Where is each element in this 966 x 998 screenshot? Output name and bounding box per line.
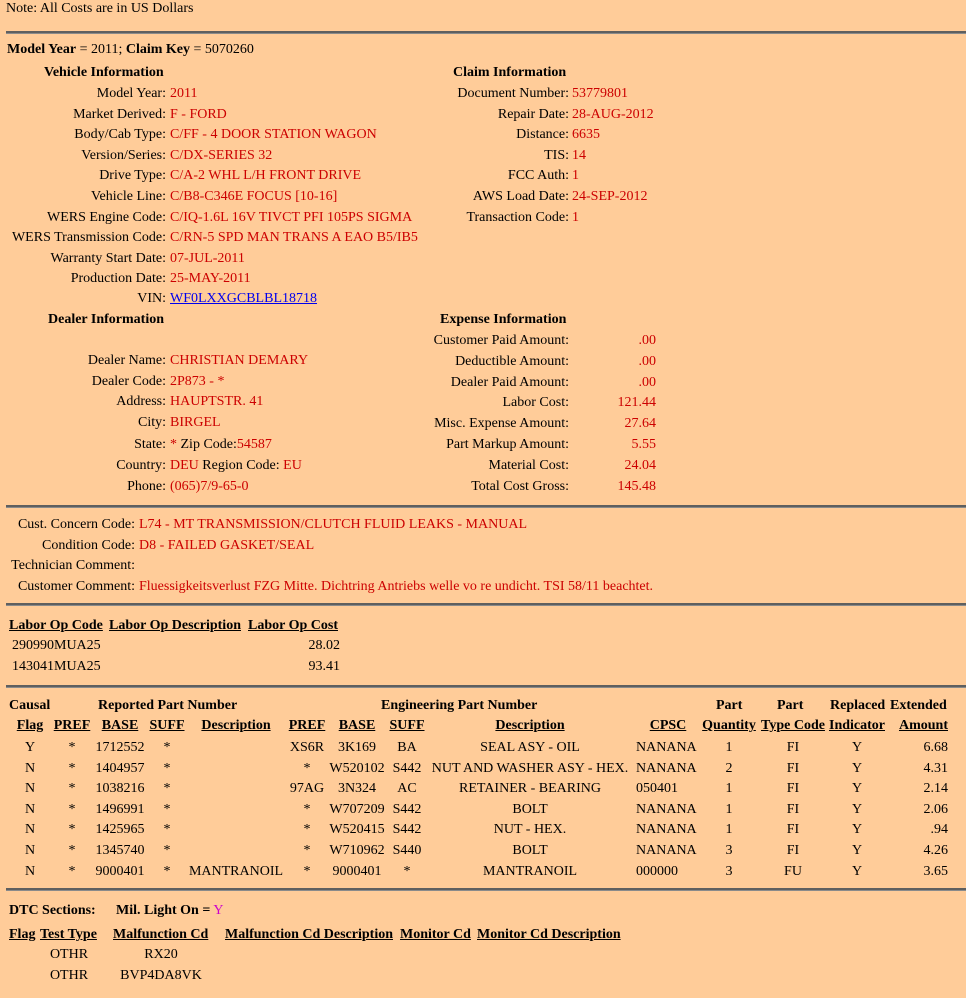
parts-header-cpsc: CPSC (649, 718, 687, 733)
vehicle-field-value: 07-JUL-2011 (170, 250, 245, 266)
parts-cell-pref: * (68, 822, 76, 838)
parts-cell-pref: * (68, 740, 76, 755)
dtc-header-flag: Flag (9, 927, 36, 942)
vehicle-field-value: C/FF - 4 DOOR STATION WAGON (170, 127, 377, 143)
parts-cell-cpsc: NANANA (636, 760, 697, 776)
divider (6, 685, 966, 688)
expense-field-value: 145.48 (617, 478, 656, 494)
parts-cell-amount: 2.06 (923, 801, 948, 817)
vehicle-field-value: C/B8-C346E FOCUS [10-16] (170, 189, 338, 204)
vehicle-field-label: Drive Type: (99, 168, 166, 184)
region-label: Region Code: (202, 458, 280, 473)
parts-cell-pref: * (68, 801, 76, 817)
claim-field-value: 28-AUG-2012 (572, 106, 654, 122)
parts-cell-eng-base: 3K169 (337, 740, 377, 755)
parts-cell-type-code: FI (786, 781, 800, 797)
parts-cell-eng-base: W710962 (329, 843, 385, 858)
claim-field-value: 14 (572, 147, 586, 163)
vehicle-field-value: C/RN-5 SPD MAN TRANS A EAO B5/IB5 (170, 230, 418, 246)
technician-label: Technician Comment: (11, 558, 135, 573)
parts-cell-cpsc: NANANA (636, 822, 697, 838)
expense-field-label: Material Cost: (488, 457, 569, 473)
parts-cell-suff: * (163, 781, 171, 797)
expense-field-label: Part Markup Amount: (446, 437, 569, 452)
divider (6, 31, 966, 34)
parts-group-extended: Extended (890, 698, 947, 713)
parts-header-type-code: Type Code (761, 718, 825, 733)
labor-header-code: Labor Op Code (9, 618, 103, 633)
parts-cell-eng-description: BOLT (512, 843, 548, 858)
parts-cell-eng-suff: S442 (392, 822, 422, 838)
parts-header-quantity: Quantity (702, 718, 756, 733)
country-value: DEU (170, 458, 199, 473)
claim-field-label: TIS: (544, 147, 569, 163)
zip-value: 54587 (236, 437, 272, 452)
parts-cell-eng-base: 9000401 (332, 863, 382, 879)
city-label: City: (137, 415, 166, 430)
parts-cell-flag: Y (24, 740, 36, 755)
parts-header-base: BASE (101, 718, 139, 733)
parts-cell-amount: 4.26 (923, 843, 948, 858)
parts-cell-cpsc: NANANA (636, 801, 697, 817)
parts-cell-quantity: 1 (725, 740, 733, 755)
parts-cell-flag: N (24, 863, 36, 879)
parts-cell-amount: 4.31 (923, 760, 948, 776)
divider (6, 603, 966, 606)
dtc-header-monitor-cd: Monitor Cd (400, 927, 471, 942)
parts-cell-quantity: 1 (725, 801, 733, 817)
parts-cell-eng-description: BOLT (512, 801, 548, 817)
claim-field-label: Document Number: (457, 86, 569, 101)
dealer-code-label: Dealer Code: (91, 374, 166, 389)
claim-field-value: 6635 (572, 127, 600, 143)
concern-label: Cust. Concern Code: (17, 517, 135, 532)
dealer-name-value: CHRISTIAN DEMARY (170, 353, 309, 368)
parts-cell-indicator: Y (851, 822, 863, 838)
parts-cell-quantity: 3 (725, 843, 733, 858)
parts-cell-pref: * (68, 760, 76, 776)
parts-group-reported: Reported Part Number (98, 698, 238, 713)
parts-cell-base: 1404957 (95, 760, 145, 776)
expense-field-value: .00 (638, 374, 656, 390)
state-value: * (170, 437, 177, 452)
parts-cell-base: 1496991 (95, 801, 145, 817)
parts-cell-pref: * (68, 843, 76, 858)
expense-field-label: Customer Paid Amount: (433, 333, 569, 348)
vehicle-field-value: 2011 (170, 86, 198, 101)
parts-cell-cpsc: NANANA (636, 843, 697, 858)
dealer-name-label: Dealer Name: (87, 353, 166, 368)
parts-cell-base: 1038216 (95, 781, 145, 797)
parts-cell-description: MANTRANOIL (188, 863, 284, 879)
parts-header-eng-description: Description (495, 718, 565, 733)
parts-cell-suff: * (163, 843, 171, 858)
parts-header-amount: Amount (898, 718, 948, 733)
parts-cell-suff: * (163, 822, 171, 838)
parts-cell-pref: * (68, 863, 76, 879)
claim-info-title: Claim Information (453, 65, 567, 80)
expense-field-value: .00 (638, 333, 656, 348)
parts-cell-eng-pref: * (303, 863, 311, 879)
parts-cell-type-code: FI (786, 843, 800, 858)
currency-note: Note: All Costs are in US Dollars (6, 1, 194, 16)
claim-key-label: Claim Key (125, 42, 190, 57)
parts-cell-eng-suff: BA (397, 740, 417, 755)
parts-cell-eng-description: NUT - HEX. (493, 822, 567, 838)
vin-label: VIN: (137, 291, 166, 306)
labor-op-cost: 93.41 (308, 658, 340, 674)
dtc-malfunction-cd: RX20 (144, 947, 178, 962)
zip-label: Zip Code: (180, 437, 237, 452)
parts-cell-type-code: FI (786, 801, 800, 817)
parts-header-eng-pref: PREF (288, 718, 326, 733)
parts-group-part-qty: Part (716, 698, 743, 713)
dtc-header-malfunction-desc: Malfunction Cd Description (225, 927, 393, 942)
parts-cell-eng-suff: AC (397, 781, 417, 797)
parts-cell-eng-pref: 97AG (289, 781, 325, 797)
parts-cell-suff: * (163, 760, 171, 776)
expense-field-value: 121.44 (617, 395, 656, 411)
parts-group-part-type: Part (777, 698, 804, 713)
parts-cell-eng-base: W520415 (329, 822, 385, 838)
parts-cell-cpsc: 050401 (636, 781, 678, 797)
parts-cell-amount: 6.68 (923, 740, 948, 755)
dtc-header-monitor-desc: Monitor Cd Description (477, 927, 621, 942)
parts-cell-indicator: Y (851, 801, 863, 817)
parts-group-engineering: Engineering Part Number (381, 698, 538, 713)
parts-cell-flag: N (24, 801, 36, 817)
parts-cell-eng-suff: S442 (392, 801, 422, 817)
parts-cell-type-code: FI (786, 740, 800, 755)
model-year-value: = 2011; (79, 42, 123, 57)
city-value: BIRGEL (170, 415, 221, 430)
vin-link[interactable]: WF0LXXGCBLBL18718 (170, 291, 317, 306)
customer-comment-label: Customer Comment: (17, 579, 135, 594)
parts-cell-flag: N (24, 843, 36, 858)
condition-value: D8 - FAILED GASKET/SEAL (139, 538, 315, 553)
dealer-code-value: 2P873 - * (170, 374, 225, 389)
expense-field-value: 24.04 (624, 457, 656, 473)
parts-cell-amount: 2.14 (923, 781, 948, 797)
parts-cell-eng-pref: * (303, 801, 311, 817)
parts-cell-eng-pref: * (303, 822, 311, 838)
expense-field-value: .00 (638, 353, 656, 369)
parts-cell-flag: N (24, 822, 36, 838)
parts-cell-quantity: 1 (725, 822, 733, 838)
vehicle-field-label: Production Date: (70, 271, 166, 287)
parts-cell-eng-description: RETAINER - BEARING (459, 781, 601, 797)
vehicle-field-value: C/IQ-1.6L 16V TIVCT PFI 105PS SIGMA (170, 209, 413, 225)
parts-cell-indicator: Y (851, 740, 863, 755)
vehicle-field-label: Version/Series: (81, 147, 166, 163)
claim-field-label: AWS Load Date: (472, 189, 569, 204)
vehicle-field-label: Warranty Start Date: (50, 250, 166, 266)
vehicle-field-value: C/A-2 WHL L/H FRONT DRIVE (170, 168, 362, 184)
dtc-malfunction-cd: BVP4DA8VK (120, 968, 202, 983)
claim-field-value: 1 (572, 168, 579, 184)
parts-group-causal: Causal (9, 698, 51, 713)
parts-cell-base: 1345740 (95, 843, 145, 858)
labor-op-code: 143041MUA25 (12, 658, 101, 674)
claim-header (7, 42, 254, 58)
state-label: State: (134, 437, 166, 452)
parts-header-description: Description (201, 718, 271, 733)
vehicle-field-value: F - FORD (170, 106, 227, 122)
parts-header-suff: SUFF (149, 718, 185, 733)
parts-cell-eng-suff: S440 (392, 843, 422, 858)
expense-field-label: Labor Cost: (502, 395, 569, 411)
dtc-header-malfunction-cd: Malfunction Cd (113, 927, 209, 942)
parts-cell-suff: * (163, 863, 171, 879)
labor-header-desc: Labor Op Description (109, 618, 241, 633)
vehicle-field-label: Vehicle Line: (90, 189, 166, 204)
mil-light-label: Mil. Light On = (116, 903, 211, 918)
vehicle-field-label: WERS Engine Code: (47, 209, 166, 225)
parts-cell-indicator: Y (851, 781, 863, 797)
claim-field-label: FCC Auth: (507, 168, 569, 184)
parts-cell-eng-base: W520102 (329, 760, 385, 776)
expense-field-label: Total Cost Gross: (471, 478, 569, 494)
parts-cell-eng-pref: * (303, 843, 311, 858)
claim-key-value: = 5070260 (193, 42, 254, 57)
address-value: HAUPTSTR. 41 (170, 394, 264, 409)
phone-value: (065)7/9-65-0 (170, 479, 249, 494)
dtc-test-type: OTHR (49, 968, 89, 983)
parts-cell-eng-suff: S442 (392, 760, 422, 776)
dtc-header-test-type: Test Type (40, 927, 97, 942)
parts-cell-cpsc: 000000 (636, 863, 678, 879)
parts-cell-type-code: FI (786, 760, 800, 776)
parts-cell-quantity: 2 (725, 760, 733, 776)
condition-label: Condition Code: (42, 538, 135, 553)
expense-field-label: Deductible Amount: (455, 353, 569, 369)
expense-info-title: Expense Information (440, 312, 567, 327)
parts-cell-indicator: Y (851, 863, 863, 879)
concern-value: L74 - MT TRANSMISSION/CLUTCH FLUID LEAKS - MANUAL (139, 517, 527, 532)
expense-field-value: 27.64 (624, 416, 656, 432)
parts-cell-quantity: 1 (725, 781, 733, 797)
parts-cell-eng-base: 3N324 (337, 781, 377, 797)
parts-cell-flag: N (24, 760, 36, 776)
claim-field-label: Transaction Code: (466, 209, 569, 225)
parts-cell-eng-suff: * (403, 863, 411, 879)
customer-comment-value: Fluessigkeitsverlust FZG Mitte. Dichtring Antriebs welle vo re undicht. TSI 58/11 beachtet. (139, 579, 654, 594)
parts-header-pref: PREF (53, 718, 91, 733)
parts-cell-cpsc: NANANA (636, 740, 697, 755)
parts-cell-base: 9000401 (95, 863, 145, 879)
vehicle-info-title: Vehicle Information (44, 65, 164, 80)
vehicle-field-label: Model Year: (96, 86, 166, 101)
vehicle-field-value: C/DX-SERIES 32 (170, 147, 273, 163)
parts-cell-amount: 3.65 (923, 863, 948, 879)
parts-cell-eng-description: SEAL ASY - OIL (480, 740, 580, 755)
vehicle-field-label: Body/Cab Type: (74, 127, 166, 143)
parts-cell-indicator: Y (851, 760, 863, 776)
labor-op-code: 290990MUA25 (12, 638, 101, 653)
expense-field-label: Misc. Expense Amount: (434, 416, 569, 432)
divider (6, 505, 966, 508)
parts-cell-eng-pref: XS6R (289, 740, 325, 755)
parts-cell-eng-base: W707209 (329, 801, 385, 817)
vehicle-field-value: 25-MAY-2011 (170, 271, 251, 287)
parts-cell-amount: .94 (930, 822, 948, 838)
parts-cell-eng-description: MANTRANOIL (482, 863, 578, 879)
labor-op-cost: 28.02 (308, 638, 340, 653)
parts-header-eng-base: BASE (338, 718, 376, 733)
claim-field-value: 53779801 (572, 86, 628, 101)
parts-cell-type-code: FU (784, 863, 802, 879)
address-label: Address: (116, 394, 166, 409)
parts-cell-base: 1425965 (95, 822, 145, 838)
parts-cell-pref: * (68, 781, 76, 797)
model-year-label: Model Year (7, 42, 77, 57)
claim-field-label: Distance: (516, 127, 569, 143)
claim-field-value: 24-SEP-2012 (572, 189, 648, 204)
claim-field-value: 1 (572, 209, 579, 225)
labor-header-cost: Labor Op Cost (248, 618, 338, 633)
vehicle-field-label: WERS Transmission Code: (11, 230, 166, 246)
divider (6, 888, 966, 891)
dtc-test-type: OTHR (49, 947, 89, 962)
dealer-info-title: Dealer Information (48, 312, 164, 327)
parts-header-indicator: Indicator (829, 718, 885, 733)
parts-header-eng-suff: SUFF (389, 718, 425, 733)
parts-cell-eng-description: NUT AND WASHER ASY - HEX. (431, 760, 629, 776)
phone-label: Phone: (127, 479, 166, 494)
parts-cell-eng-pref: * (303, 760, 311, 776)
parts-cell-type-code: FI (786, 822, 800, 838)
region-value: EU (283, 458, 302, 473)
parts-cell-suff: * (163, 801, 171, 817)
parts-cell-suff: * (163, 740, 171, 755)
vehicle-field-label: Market Derived: (73, 106, 166, 122)
expense-field-label: Dealer Paid Amount: (450, 374, 569, 390)
mil-light-value: Y (213, 903, 224, 918)
parts-cell-base: 1712552 (95, 740, 145, 755)
parts-group-replaced: Replaced (830, 698, 886, 713)
parts-cell-indicator: Y (851, 843, 863, 858)
parts-cell-flag: N (24, 781, 36, 797)
country-label: Country: (116, 458, 166, 473)
parts-cell-quantity: 3 (725, 863, 733, 879)
claim-field-label: Repair Date: (497, 106, 569, 122)
expense-field-value: 5.55 (631, 437, 656, 452)
parts-header-flag: Flag (16, 718, 44, 733)
dtc-title: DTC Sections: (9, 903, 96, 918)
